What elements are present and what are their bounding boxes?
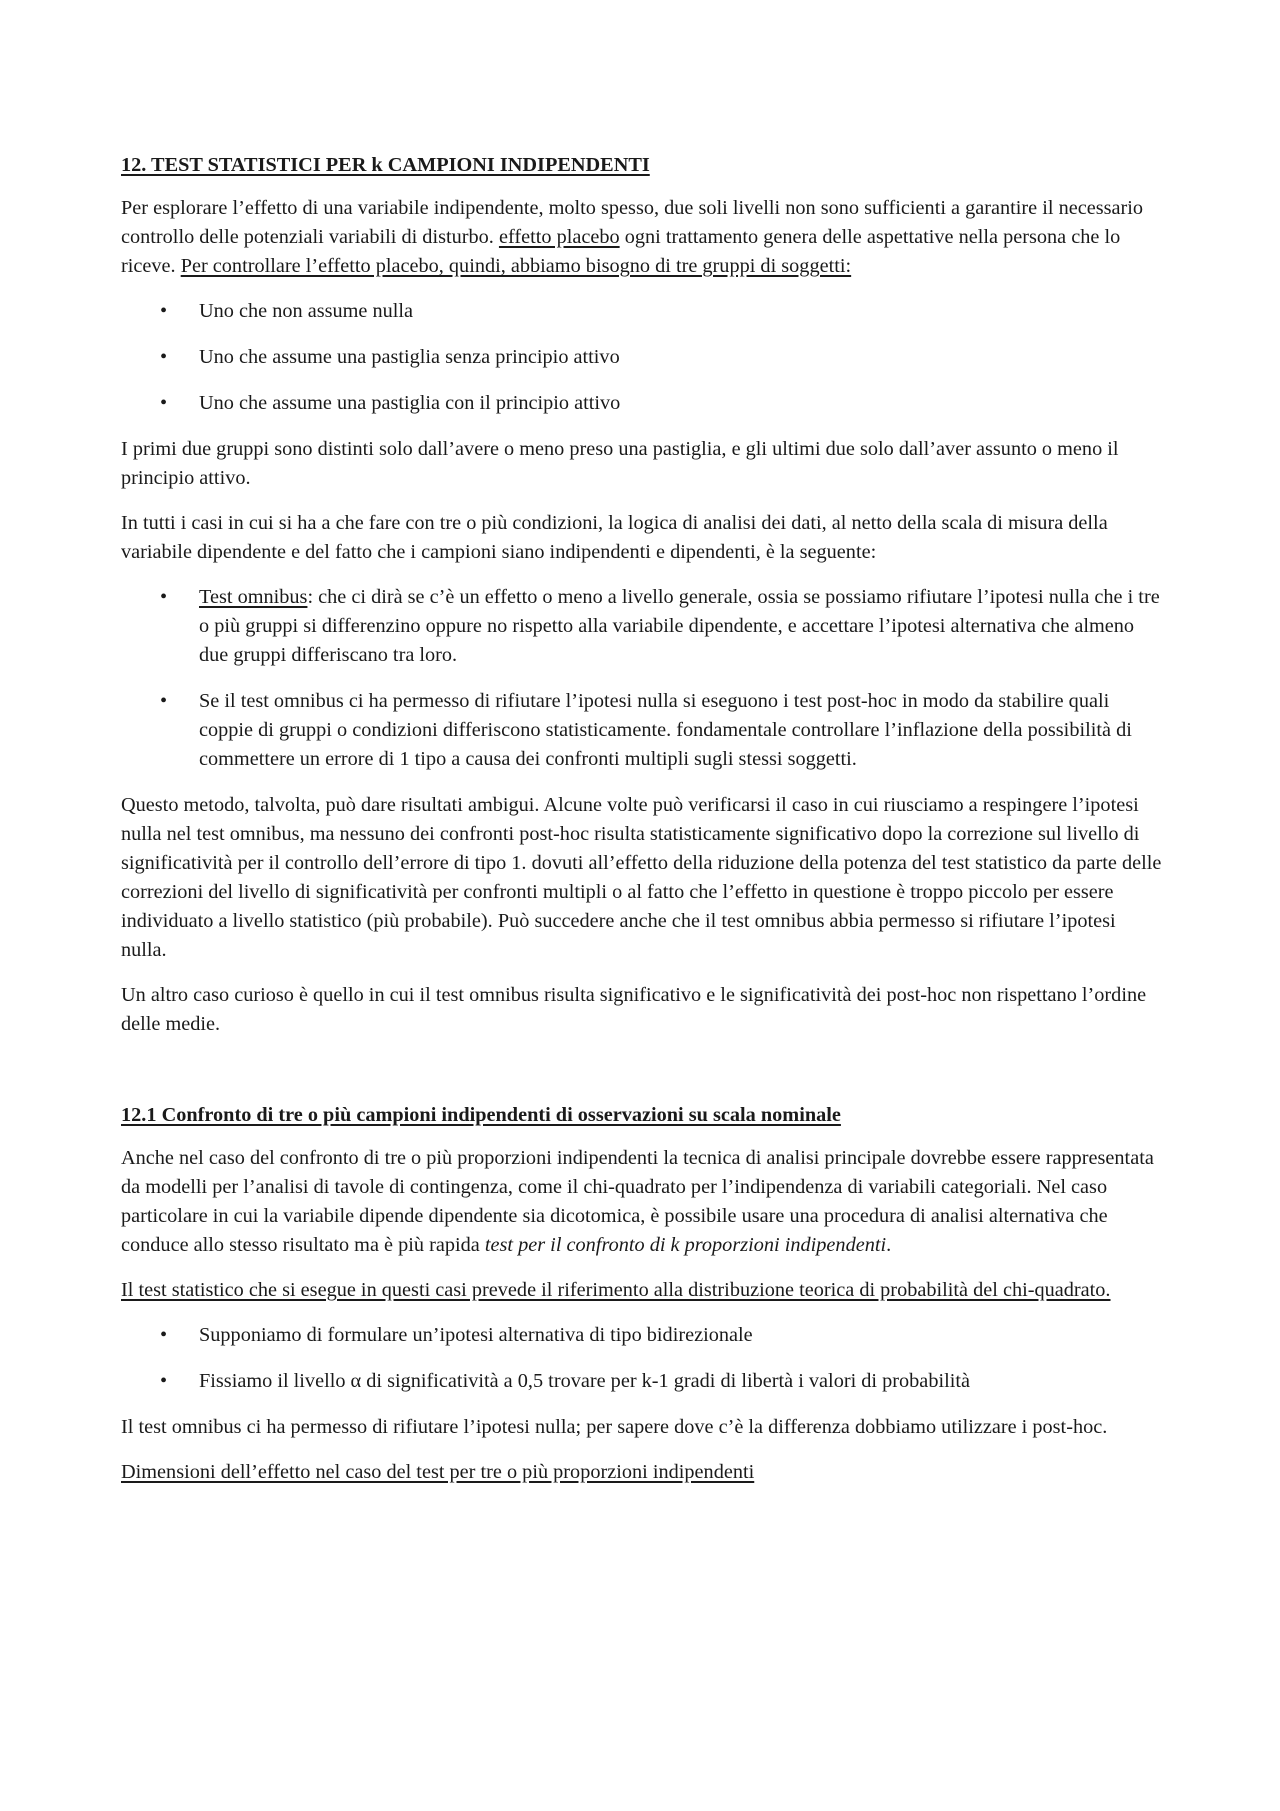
section-heading: 12. TEST STATISTICI PER k CAMPIONI INDIPENDENTI [121, 154, 650, 176]
document-body [121, 151, 1166, 1503]
paragraph: Il test omnibus ci ha permesso di rifiutare l’ipotesi nulla; per sapere dove c’è la differenza dobbiamo utilizzare i post-hoc. [121, 1416, 1108, 1438]
bullet-icon: • [160, 346, 168, 368]
bullet-icon: • [160, 300, 168, 322]
paragraph: In tutti i casi in cui si ha a che fare con tre o più condizioni, la logica di analisi dei dati, al netto della scala di misura della variabile dipendente e del fatto che i campioni siano indipendenti e dipendenti, è la seguente: [121, 512, 1108, 563]
bullet-icon: • [160, 586, 168, 608]
underlined-term: Test omnibus [199, 586, 308, 608]
list-item: • Fissiamo il livello α di significatività a 0,5 trovare per k-1 gradi di libertà i valori di probabilità [121, 1367, 1166, 1396]
bullet-list [121, 297, 1166, 418]
bullet-icon: • [160, 1370, 168, 1392]
list-item: • Test omnibus: che ci dirà se c’è un effetto o meno a livello generale, ossia se possiamo rifiutare l’ipotesi nulla che i tre o più gruppi si differenzino oppure no rispetto alla variabile dipendente, e accettare l’ipotesi alternativa che almeno due gruppi differiscano tra loro. [121, 583, 1166, 670]
bullet-list [121, 1321, 1166, 1396]
list-item: • Uno che assume una pastiglia con il principio attivo [121, 389, 1166, 418]
underlined-paragraph: Il test statistico che si esegue in questi casi prevede il riferimento alla distribuzione teorica di probabilità del chi-quadrato. [121, 1279, 1111, 1301]
bullet-icon: • [160, 690, 168, 712]
list-item: • Uno che non assume nulla [121, 297, 1166, 326]
subsection-heading: Dimensioni dell’effetto nel caso del test per tre o più proporzioni indipendenti [121, 1461, 755, 1483]
list-item: • Uno che assume una pastiglia senza principio attivo [121, 343, 1166, 372]
list-item: • Se il test omnibus ci ha permesso di rifiutare l’ipotesi nulla si eseguono i test post-hoc in modo da stabilire quali coppie di gruppi o condizioni differiscono statisticamente. fondamentale controllare l’inflazione della possibilità di commettere un errore di 1 tipo a causa dei confronti multipli sugli stessi soggetti. [121, 687, 1166, 774]
list-item: • Supponiamo di formulare un’ipotesi alternativa di tipo bidirezionale [121, 1321, 1166, 1350]
bullet-list [121, 583, 1166, 774]
bullet-icon: • [160, 1324, 168, 1346]
italic-term: test per il confronto di k proporzioni indipendenti [484, 1234, 887, 1256]
paragraph: Per esplorare l’effetto di una variabile indipendente, molto spesso, due soli livelli non sono sufficienti a garantire il necessario controllo delle potenziali variabili di disturbo. effetto placebo ogni trattamento genera delle aspettative nella persona che lo riceve. Per controllare l’effetto placebo, quindi, abbiamo bisogno di tre gruppi di soggetti: [121, 197, 1144, 277]
paragraph: Questo metodo, talvolta, può dare risultati ambigui. Alcune volte può verificarsi il caso in cui riusciamo a respingere l’ipotesi nulla nel test omnibus, ma nessuno dei confronti post-hoc risulta statisticamente significativo dopo la correzione sul livello di significatività per il controllo dell’errore di tipo 1. dovuti all’effetto della riduzione della potenza del test statistico da parte delle correzioni del livello di significatività per confronti multipli o al fatto che l’effetto in questione è troppo piccolo per essere individuato a livello statistico (più probabile). Può succedere anche che il test omnibus abbia permesso si rifiutare l’ipotesi nulla. [121, 794, 1162, 961]
section-heading: 12.1 Confronto di tre o più campioni indipendenti di osservazioni su scala nominale [121, 1104, 841, 1126]
paragraph: I primi due gruppi sono distinti solo dall’avere o meno preso una pastiglia, e gli ultimi due solo dall’aver assunto o meno il principio attivo. [121, 438, 1119, 489]
underlined-term: effetto placebo [498, 226, 620, 248]
section-spacer [121, 1055, 1166, 1101]
paragraph: Un altro caso curioso è quello in cui il test omnibus risulta significativo e le significatività dei post-hoc non rispettano l’ordine delle medie. [121, 984, 1147, 1035]
bullet-icon: • [160, 392, 168, 414]
paragraph: Anche nel caso del confronto di tre o più proporzioni indipendenti la tecnica di analisi principale dovrebbe essere rappresentata da modelli per l’analisi di tavole di contingenza, come il chi-quadrato per l’indipendenza di variabili categoriali. Nel caso particolare in cui la variabile dipende dipendente sia dicotomica, è possibile usare una procedura di analisi alternativa che conduce allo stesso risultato ma è più rapida test per il confronto di k proporzioni indipendenti. [121, 1147, 1154, 1256]
underlined-sentence: Per controllare l’effetto placebo, quindi, abbiamo bisogno di tre gruppi di soggetti: [180, 255, 852, 277]
